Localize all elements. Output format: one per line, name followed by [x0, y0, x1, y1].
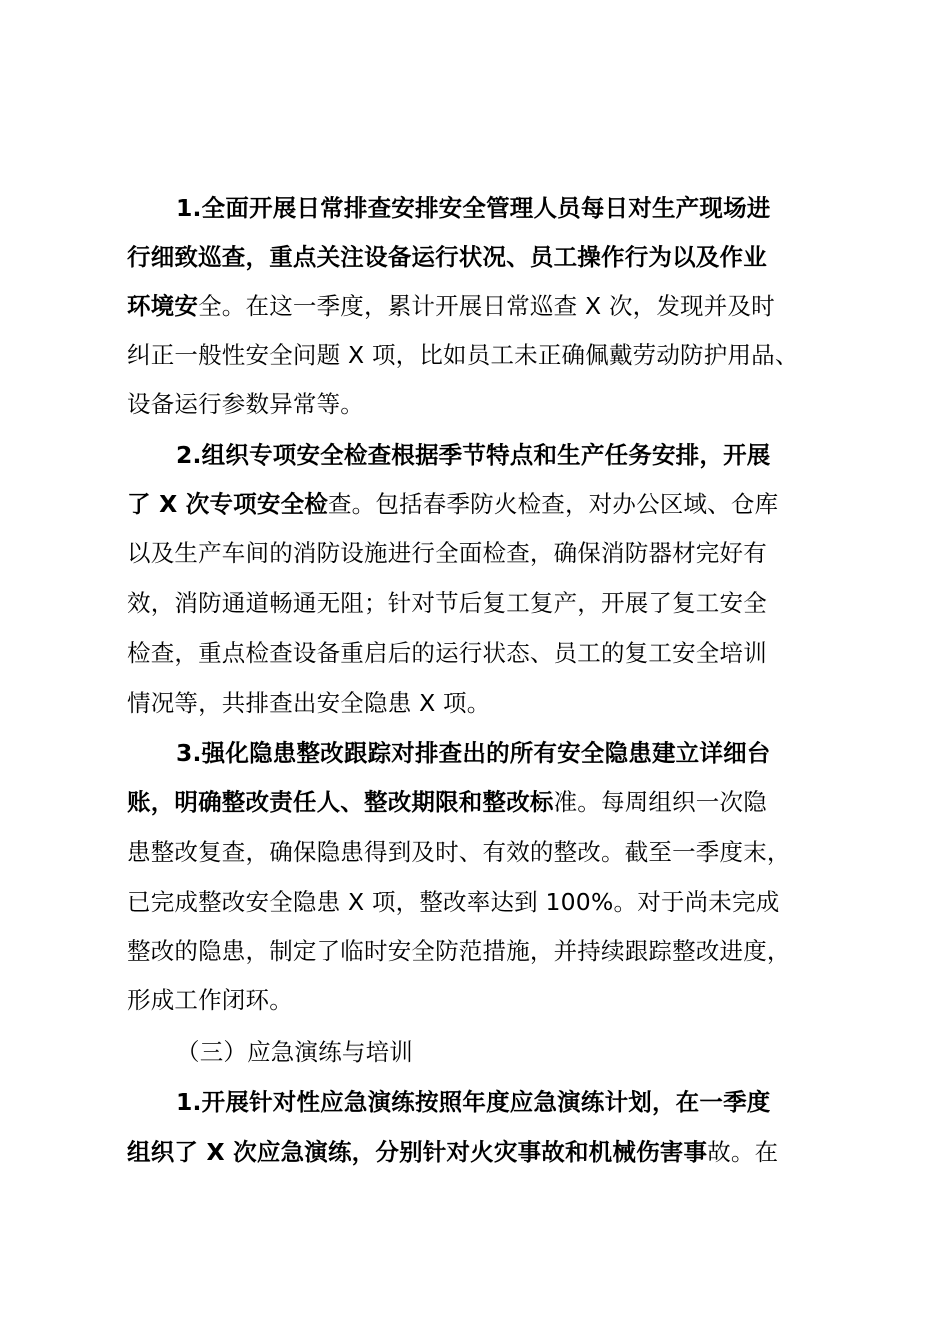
- paragraph-1-bold: 1.全面开展日常排查安排安全管理人员每日对生产现场进: [176, 194, 771, 222]
- paragraph-2-line-3: [127, 536, 837, 570]
- paragraph-3-bold: 账，明确整改责任人、整改期限和整改标: [127, 788, 554, 816]
- paragraph-3-line-5: [127, 934, 837, 968]
- paragraph-1-text: 纠正一般性安全问题 X 项，比如员工未正确佩戴劳动防护用品、: [127, 341, 799, 369]
- paragraph-2-text: 效，消防通道畅通无阻；针对节后复工复产，开展了复工安全: [127, 589, 767, 617]
- section-heading-text: （三）应急演练与培训: [176, 1038, 413, 1066]
- paragraph-3-bold: 3.强化隐患整改跟踪对排查出的所有安全隐患建立详细台: [176, 739, 771, 767]
- paragraph-3-line-4: [127, 885, 837, 919]
- paragraph-4-bold: 组织了 X 次应急演练，分别针对火灾事故和机械伤害事: [127, 1138, 708, 1166]
- paragraph-2-text: 以及生产车间的消防设施进行全面检查，确保消防器材完好有: [127, 539, 767, 567]
- paragraph-2-bold: 2.组织专项安全检查根据季节特点和生产任务安排，开展: [176, 441, 771, 469]
- paragraph-3-line-3: [127, 835, 837, 869]
- paragraph-3-text: 整改的隐患，制定了临时安全防范措施，并持续跟踪整改进度，: [127, 937, 791, 965]
- paragraph-1-line-1: [176, 191, 837, 225]
- paragraph-2-text: 检查，重点检查设备重启后的运行状态、员工的复工安全培训: [127, 639, 767, 667]
- paragraph-1-text: 设备运行参数异常等。: [127, 390, 364, 418]
- paragraph-3-text: 形成工作闭环。: [127, 986, 293, 1014]
- paragraph-1-line-5: [127, 387, 837, 421]
- paragraph-3-line-6: [127, 983, 837, 1017]
- paragraph-4-line-1: [176, 1085, 837, 1119]
- paragraph-1-line-2: [127, 240, 837, 274]
- paragraph-2-line-4: [127, 586, 837, 620]
- paragraph-1-bold: 行细致巡查，重点关注设备运行状况、员工操作行为以及作业: [127, 243, 767, 271]
- paragraph-2-line-5: [127, 636, 837, 670]
- paragraph-3-line-1: [176, 736, 837, 770]
- paragraph-2-line-1: [176, 438, 837, 472]
- paragraph-2-bold: 了 X 次专项安全检: [127, 490, 328, 518]
- paragraph-3-line-2: [127, 785, 837, 819]
- paragraph-4-text: 故。在: [707, 1138, 779, 1166]
- paragraph-2-line-2: [127, 487, 837, 521]
- paragraph-1-text: 全。在这一季度，累计开展日常巡查 X 次，发现并及时: [198, 292, 775, 320]
- paragraph-4-bold: 1.开展针对性应急演练按照年度应急演练计划，在一季度: [176, 1088, 771, 1116]
- paragraph-2-line-6: [127, 686, 837, 720]
- paragraph-1-line-3: [127, 289, 837, 323]
- paragraph-3-text: 准。每周组织一次隐: [553, 788, 767, 816]
- paragraph-1-bold: 环境安: [127, 292, 199, 320]
- paragraph-1-line-4: [127, 338, 837, 372]
- section-heading: [176, 1035, 886, 1069]
- paragraph-2-text: 查。包括春季防火检查，对办公区域、仓库: [327, 490, 779, 518]
- paragraph-3-text: 患整改复查，确保隐患得到及时、有效的整改。截至一季度末，: [127, 838, 791, 866]
- paragraph-3-text: 已完成整改安全隐患 X 项，整改率达到 100%。对于尚未完成: [127, 888, 780, 916]
- paragraph-4-line-2: [127, 1135, 837, 1169]
- paragraph-2-text: 情况等，共排查出安全隐患 X 项。: [127, 689, 491, 717]
